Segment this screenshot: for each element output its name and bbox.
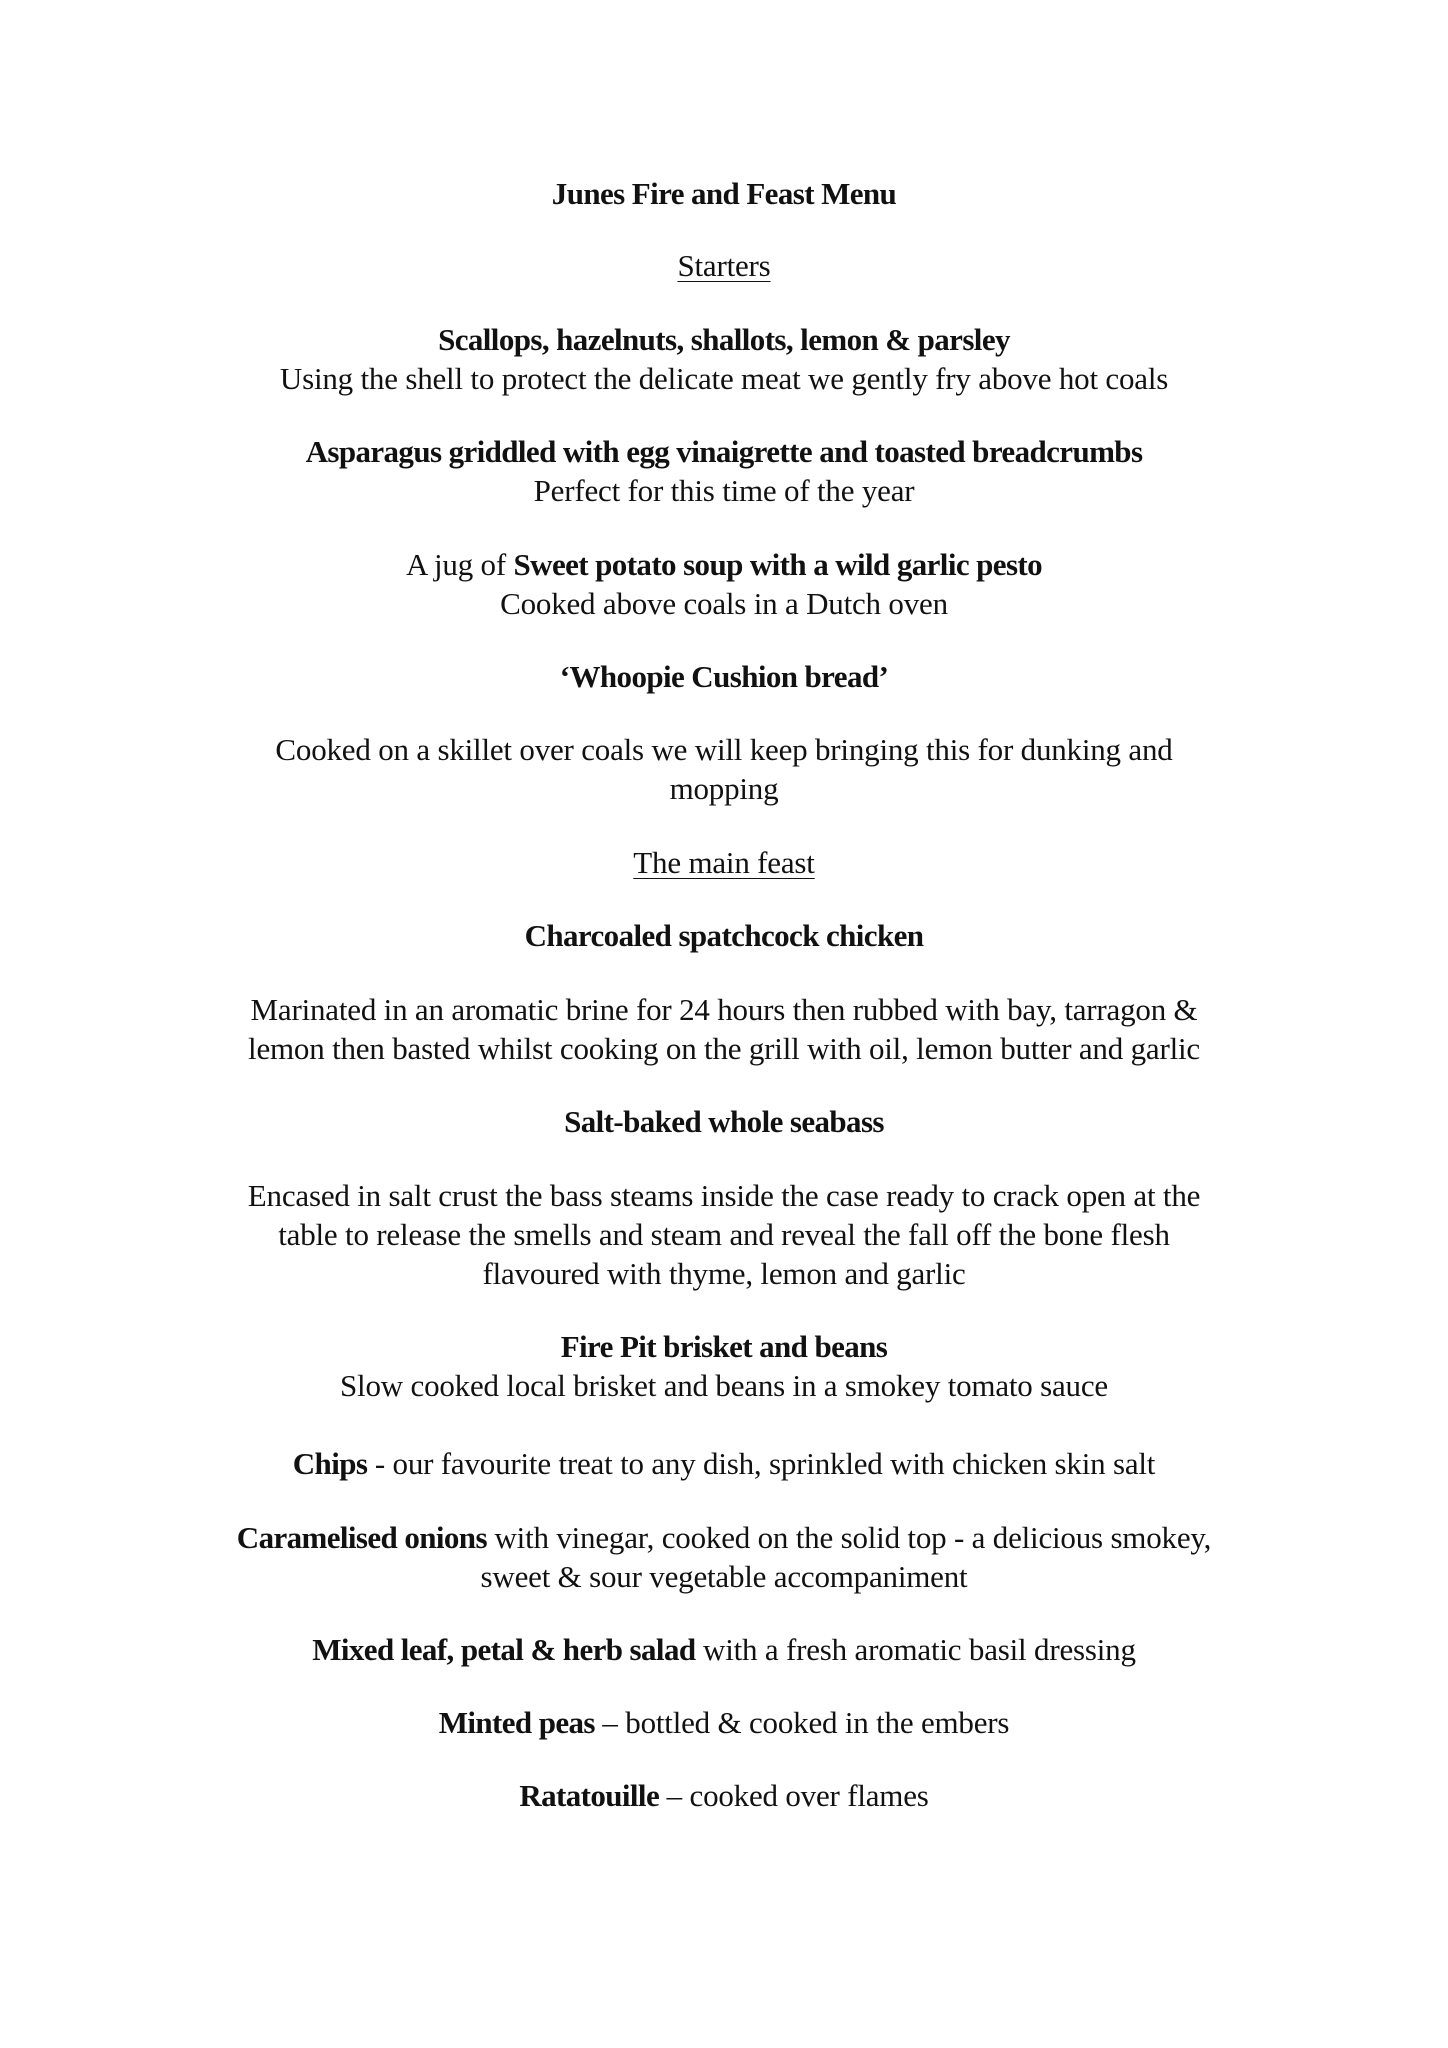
bread-description-line-2: mopping [669, 771, 779, 806]
bread-name: ‘Whoopie Cushion bread’ [559, 659, 889, 694]
brisket-name: Fire Pit brisket and beans [560, 1329, 888, 1364]
peas-name: Minted peas [438, 1705, 595, 1740]
ratatouille-description: – cooked over flames [659, 1778, 929, 1813]
soup-description: Cooked above coals in a Dutch oven [500, 586, 948, 621]
chicken-description-line-1: Marinated in an aromatic brine for 24 hours then rubbed with bay, tarragon & [250, 992, 1198, 1027]
menu-title: Junes Fire and Feast Menu [551, 176, 897, 211]
onions-description-line-1: with vinegar, cooked on the solid top - a delicious smokey, [486, 1520, 1212, 1555]
ratatouille-name: Ratatouille [519, 1778, 660, 1813]
salad-description: with a fresh aromatic basil dressing [695, 1632, 1136, 1667]
starters-heading: Starters [677, 248, 771, 283]
chips-name: Chips [292, 1446, 368, 1481]
scallops-description: Using the shell to protect the delicate meat we gently fry above hot coals [279, 361, 1169, 396]
bread-description-line-1: Cooked on a skillet over coals we will keep bringing this for dunking and [275, 732, 1173, 767]
seabass-name: Salt-baked whole seabass [564, 1104, 884, 1139]
onions-description-line-2: sweet & sour vegetable accompaniment [480, 1559, 968, 1594]
salad-name: Mixed leaf, petal & herb salad [312, 1632, 696, 1667]
asparagus-name: Asparagus griddled with egg vinaigrette and toasted breadcrumbs [305, 434, 1143, 469]
seabass-description-line-3: flavoured with thyme, lemon and garlic [482, 1256, 966, 1291]
salad-line [0, 1630, 1448, 1669]
onions-line-1 [0, 1518, 1448, 1557]
chicken-description-line-2: lemon then basted whilst cooking on the grill with oil, lemon butter and garlic [248, 1031, 1200, 1066]
brisket-description: Slow cooked local brisket and beans in a smokey tomato sauce [340, 1368, 1108, 1403]
asparagus-description: Perfect for this time of the year [533, 473, 915, 508]
seabass-description-line-2: table to release the smells and steam and reveal the fall off the bone flesh [278, 1217, 1170, 1252]
chips-line [0, 1444, 1448, 1483]
seabass-description-line-1: Encased in salt crust the bass steams inside the case ready to crack open at the [247, 1178, 1201, 1213]
chips-description: - our favourite treat to any dish, sprinkled with chicken skin salt [367, 1446, 1156, 1481]
ratatouille-line [0, 1776, 1448, 1815]
soup-line [0, 545, 1448, 584]
soup-name: Sweet potato soup with a wild garlic pesto [513, 547, 1043, 582]
peas-description: – bottled & cooked in the embers [594, 1705, 1010, 1740]
onions-name: Caramelised onions [236, 1520, 487, 1555]
scallops-name: Scallops, hazelnuts, shallots, lemon & parsley [438, 322, 1010, 357]
peas-line [0, 1703, 1448, 1742]
chicken-name: Charcoaled spatchcock chicken [524, 918, 924, 953]
main-feast-heading: The main feast [633, 845, 815, 880]
soup-prefix: A jug of [405, 547, 514, 582]
